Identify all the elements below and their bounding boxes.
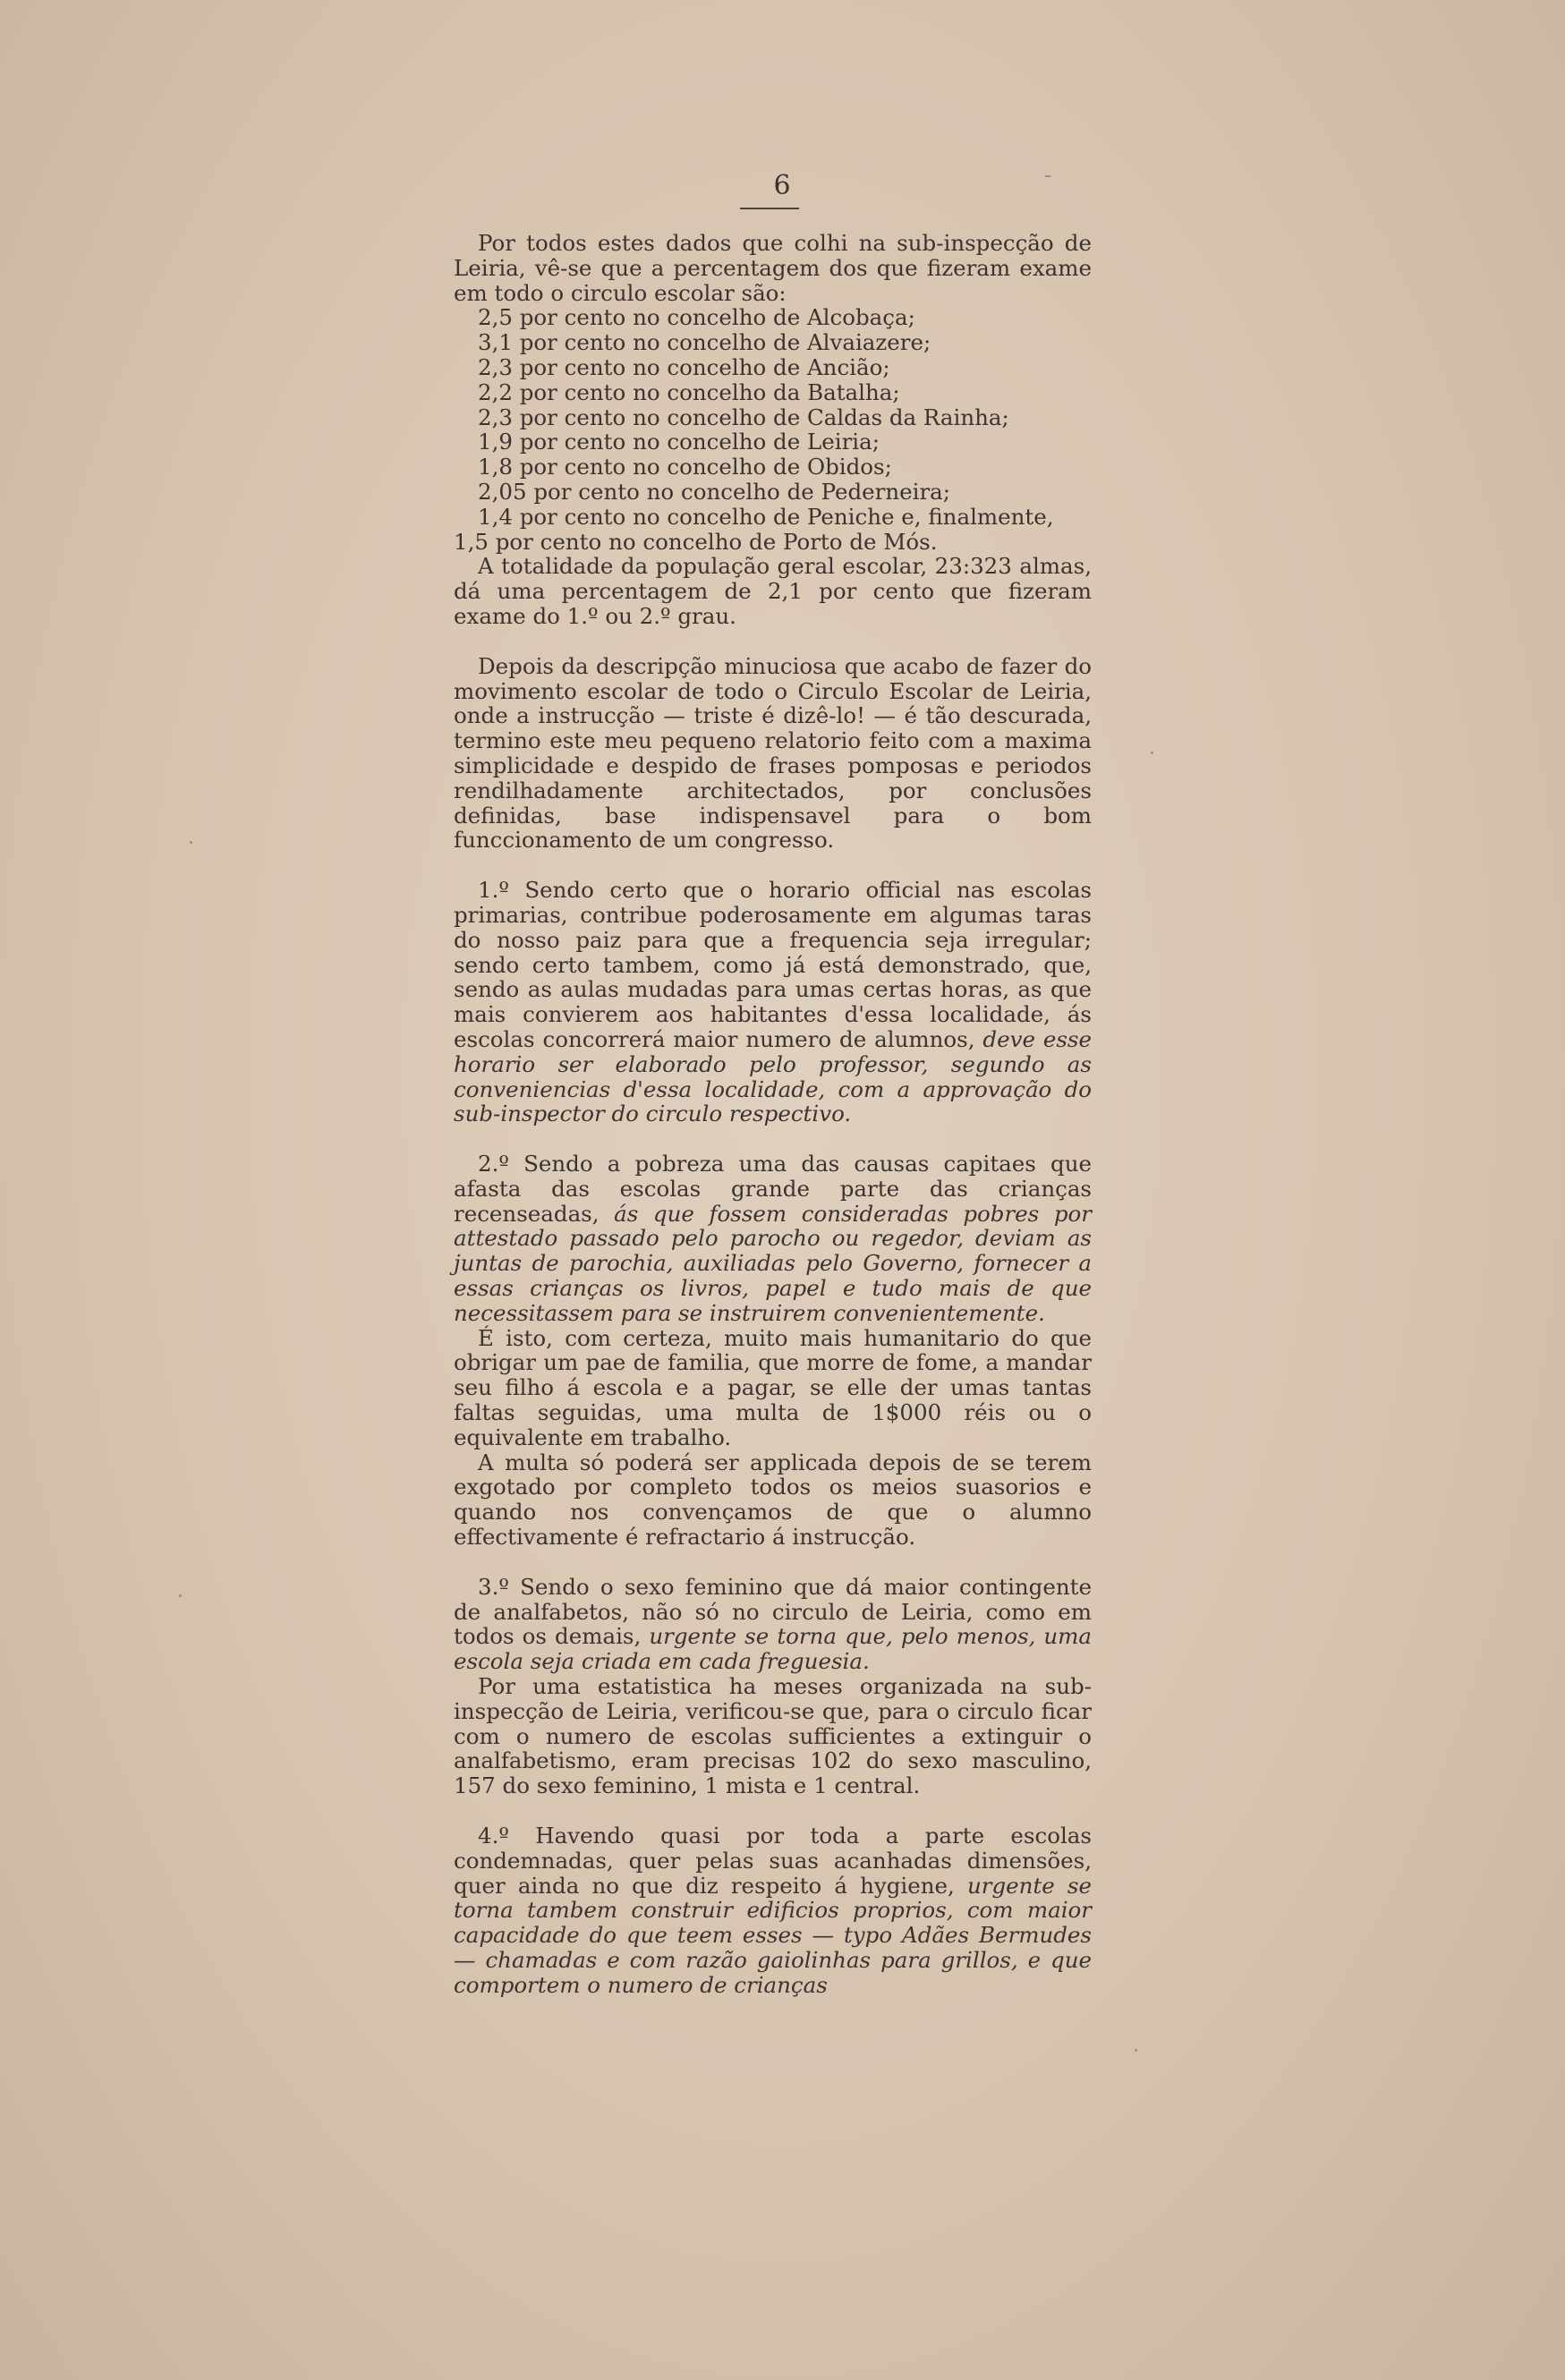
conclusion-point-4	[454, 1823, 1092, 1998]
totality-paragraph: A totalidade da população geral escolar, 23:323 almas, dá uma percentagem de 2,1 por cento que fizeram exame do 1.º ou 2.º grau.	[454, 553, 1092, 629]
conclusion-point-1	[454, 878, 1092, 1126]
point-3-italic: urgente se torna que, pelo menos, uma escola seja criada em cada freguesia.	[454, 1623, 1092, 1675]
paper-speck	[190, 841, 192, 844]
point-2-paragraph-3: A multa só poderá ser applicada depois de se terem exgotado por completo todos os meios suasorios e quando nos convençamos de que o alumno effectivamente é refractario á instrucção.	[454, 1449, 1092, 1551]
intro-paragraph: Por todos estes dados que colhi na sub-inspecção de Leiria, vê-se que a percentagem dos que fizeram exame em todo o circulo escolar são:	[454, 230, 1092, 306]
paper-speck	[179, 1594, 182, 1597]
point-1-italic: deve esse horario ser elaborado pelo professor, segundo as conveniencias d'essa localidade, com a approvação do sub-inspector do circulo respectivo.	[454, 1025, 1092, 1127]
conclusion-intro-paragraph: Depois da descripção minuciosa que acabo de fazer do movimento escolar de todo o Circulo Escolar de Leiria, onde a instrucção — triste é dizê-lo! — é tão descurada, termino este meu pequeno relatorio feito com a maxima simplicidade e despido de frases pomposas e periodos rendilhadamente architectados, por conclusões definidas, base indispensavel para o bom funccionamento de um congresso.	[454, 652, 1092, 854]
point-3-paragraph-2: Por uma estatistica ha meses organizada na sub-inspecção de Leiria, verificou-se que, para o circulo ficar com o numero de escolas sufficientes a extinguir o analfabetismo, eram precisas 102 do sexo masculino, 157 do sexo feminino, 1 mista e 1 central.	[454, 1673, 1092, 1799]
list-item: 2,5 por cento no concelho de Alcobaça;	[478, 304, 915, 331]
list-item: 2,3 por cento no concelho de Caldas da Rainha;	[478, 404, 1009, 430]
conclusion-point-3	[454, 1575, 1092, 1674]
page-number-rule	[740, 208, 799, 209]
list-item: 2,3 por cento no concelho de Ancião;	[478, 353, 890, 380]
paper-speck	[1045, 175, 1050, 177]
point-4-italic: urgente se torna tambem construir edificios proprios, com maior capacidade do que teem esses — typo Adães Bermudes — chamadas e com razão gaiolinhas para grillos, e que comportem o numero de crianças	[454, 1872, 1092, 1998]
list-item: 1,9 por cento no concelho de Leiria;	[478, 429, 880, 455]
point-1-text: 1.º Sendo certo que o horario official nas escolas primarias, contribue poderosamente em algumas taras do nosso paiz para que a frequencia seja irregular; sendo certo tambem, como já está demonstrado, que, sendo as aulas mudadas para umas certas horas, as que mais convierem aos habitantes d'essa localidade, ás escolas concorrerá maior numero de alumnos,	[454, 877, 1092, 1052]
report-body	[454, 231, 1092, 1998]
list-item: 3,1 por cento no concelho de Alvaiazere;	[478, 329, 931, 356]
list-item: 2,2 por cento no concelho da Batalha;	[478, 378, 900, 405]
paper-speck	[1151, 752, 1153, 754]
percentage-list	[454, 305, 1092, 554]
point-2-italic: ás que fossem consideradas pobres por attestado passado pelo parocho ou regedor, deviam as juntas de parochia, auxiliadas pelo Governo, fornecer a essas crianças os livros, papel e tudo mais de que necessitassem para se instruirem convenientemente.	[454, 1200, 1092, 1326]
conclusion-point-2	[454, 1152, 1092, 1326]
list-item: 2,05 por cento no concelho de Pederneira;	[478, 478, 951, 505]
paper-speck	[1135, 2049, 1137, 2052]
list-item-last: 1,5 por cento no concelho de Porto de Mós.	[454, 528, 938, 555]
point-3-text: 3.º Sendo o sexo feminino que dá maior contingente de analfabetos, não só no circulo de Leiria, como em todos os demais,	[454, 1573, 1092, 1650]
list-item: 1,4 por cento no concelho de Peniche e, finalmente,	[478, 503, 1054, 530]
point-4-text: 4.º Havendo quasi por toda a parte escolas condemnadas, quer pelas suas acanhadas dimensões, quer ainda no que diz respeito á hygiene,	[454, 1823, 1092, 1899]
page-number: 6	[773, 170, 792, 201]
list-item: 1,8 por cento no concelho de Obidos;	[478, 454, 892, 480]
point-2-paragraph-2: É isto, com certeza, muito mais humanitario do que obrigar um pae de familia, que morre de fome, a mandar seu filho á escola e a pagar, se elle der umas tantas faltas seguidas, uma multa de 1$000 réis ou o equivalente em trabalho.	[454, 1324, 1092, 1450]
point-2-text: 2.º Sendo a pobreza uma das causas capitaes que afasta das escolas grande parte das crianças recenseadas,	[454, 1151, 1092, 1227]
